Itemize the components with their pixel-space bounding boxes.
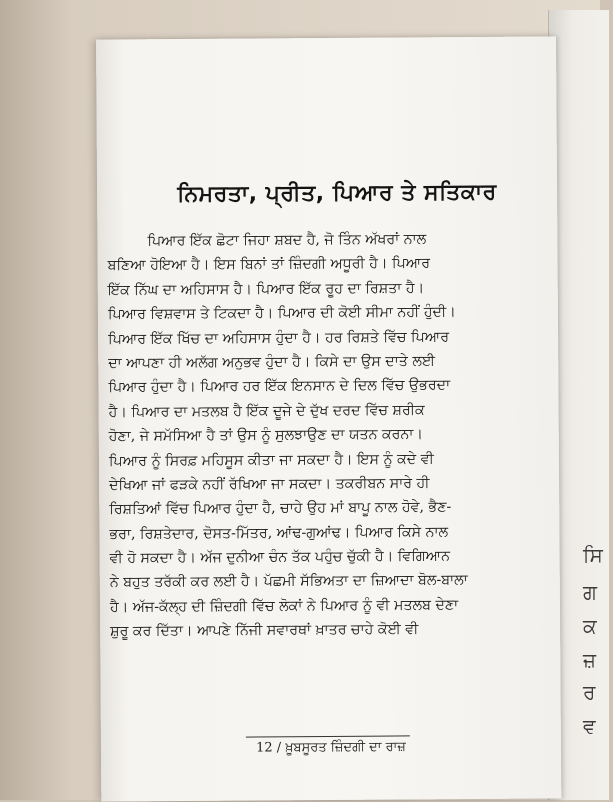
next-page-fragment: ਜ਼: [583, 648, 597, 672]
text-line: ਸ਼ੁਰੂ ਕਰ ਦਿੱਤਾ। ਆਪਣੇ ਨਿੱਜੀ ਸਵਾਰਥਾਂ ਖ਼ਾਤਰ ਚਾਹੇ ਕੋਈ ਵੀ: [110, 621, 419, 640]
page-footer: 12 / ਖ਼ੂਬਸੂਰਤ ਜ਼ਿੰਦਗੀ ਦਾ ਰਾਜ਼: [255, 739, 406, 756]
text-line: ਪਿਆਰ ਹੁੰਦਾ ਹੈ। ਪਿਆਰ ਹਰ ਇੱਕ ਇਨਸਾਨ ਦੇ ਦਿਲ ਵਿੱਚ ਉਭਰਦਾ: [108, 377, 451, 396]
text-line: ਪਿਆਰ ਨੂੰ ਸਿਰਫ਼ ਮਹਿਸੂਸ ਕੀਤਾ ਜਾ ਸਕਦਾ ਹੈ। ਇਸ ਨੂੰ ਕਦੇ ਵੀ: [108, 450, 434, 470]
text-line: ਹੋਣਾ, ਜੇ ਸਮੱਸਿਆ ਹੈ ਤਾਂ ਉਸ ਨੂੰ ਸੁਲਝਾਉਣ ਦਾ ਯਤਨ ਕਰਨਾ।: [108, 426, 423, 445]
text-line: ਨੇ ਬਹੁਤ ਤਰੱਕੀ ਕਰ ਲਈ ਹੈ। ਪੱਛਮੀ ਸੱਭਿਅਤਾ ਦਾ ਜ਼ਿਆਦਾ ਬੋਲ-ਬਾਲਾ: [109, 572, 468, 591]
text-line: ਦੇਖਿਆ ਜਾਂ ਫੜਕੇ ਨਹੀਂ ਰੱਖਿਆ ਜਾ ਸਕਦਾ। ਤਕਰੀਬਨ ਸਾਰੇ ਹੀ: [109, 475, 430, 494]
text-line: ਹੈ। ਅੱਜ-ਕੱਲ੍ਹ ਦੀ ਜ਼ਿੰਦਗੀ ਵਿੱਚ ਲੋਕਾਂ ਨੇ ਪਿਆਰ ਨੂੰ ਵੀ ਮਤਲਬ ਦੇਣਾ: [109, 596, 459, 616]
text-line: ਪਿਆਰ ਇੱਕ ਖਿੱਚ ਦਾ ਅਹਿਸਾਸ ਹੁੰਦਾ ਹੈ। ਹਰ ਰਿਸ਼ਤੇ ਵਿੱਚ ਪਿਆਰ: [108, 328, 450, 348]
text-line: ਰਿਸ਼ਤਿਆਂ ਵਿੱਚ ਪਿਆਰ ਹੁੰਦਾ ਹੈ, ਚਾਹੇ ਉਹ ਮਾਂ ਬਾਪੂ ਨਾਲ ਹੋਵੇ, ਭੈਣ-: [109, 499, 452, 518]
next-page-fragment: ਵ: [583, 714, 596, 738]
book-page: [96, 36, 561, 801]
next-page-fragment: ਸਿ: [583, 543, 603, 567]
next-page-fragment: ਗ: [583, 580, 597, 604]
text-line: ਪਿਆਰ ਵਿਸ਼ਵਾਸ ਤੇ ਟਿਕਦਾ ਹੈ। ਪਿਆਰ ਦੀ ਕੋਈ ਸੀਮਾ ਨਹੀਂ ਹੁੰਦੀ।: [107, 304, 456, 323]
chapter-title: ਨਿਮਰਤਾ, ਪ੍ਰੀਤ, ਪਿਆਰ ਤੇ ਸਤਿਕਾਰ: [177, 179, 497, 207]
text-line: ਹੈ। ਪਿਆਰ ਦਾ ਮਤਲਬ ਹੈ ਇੱਕ ਦੂਜੇ ਦੇ ਦੁੱਖ ਦਰਦ ਵਿੱਚ ਸ਼ਰੀਕ: [108, 402, 425, 421]
text-line: ਵੀ ਹੋ ਸਕਦਾ ਹੈ। ਅੱਜ ਦੁਨੀਆ ਚੰਨ ਤੱਕ ਪਹੁੰਚ ਚੁੱਕੀ ਹੈ। ਵਿਗਿਆਨ: [109, 548, 451, 567]
text-line: ਪਿਆਰ ਇੱਕ ਛੋਟਾ ਜਿਹਾ ਸ਼ਬਦ ਹੈ, ਜੋ ਤਿੰਨ ਅੱਖਰਾਂ ਨਾਲ: [147, 231, 427, 250]
next-page-fragment: ਰ: [583, 680, 596, 704]
footer-rule: [246, 735, 410, 737]
text-line: ਭਰਾ, ਰਿਸ਼ਤੇਦਾਰ, ਦੋਸਤ-ਮਿੱਤਰ, ਆਂਢ-ਗੁਆਂਢ। ਪਿਆਰ ਕਿਸੇ ਨਾਲ: [109, 523, 449, 543]
text-line: ਇੱਕ ਨਿੱਘ ਦਾ ਅਹਿਸਾਸ ਹੈ। ਪਿਆਰ ਇੱਕ ਰੂਹ ਦਾ ਰਿਸ਼ਤਾ ਹੈ।: [107, 280, 425, 299]
text-line: ਬਣਿਆ ਹੋਇਆ ਹੈ। ਇਸ ਬਿਨਾਂ ਤਾਂ ਜ਼ਿੰਦਗੀ ਅਧੂਰੀ ਹੈ। ਪਿਆਰ: [107, 255, 431, 274]
chapter-body: [107, 226, 550, 644]
text-line: ਦਾ ਆਪਣਾ ਹੀ ਅਲੱਗ ਅਨੁਭਵ ਹੁੰਦਾ ਹੈ। ਕਿਸੇ ਦਾ ਉਸ ਦਾਤੇ ਲਈ: [108, 353, 436, 372]
next-page-fragment: ਕ: [583, 614, 597, 638]
